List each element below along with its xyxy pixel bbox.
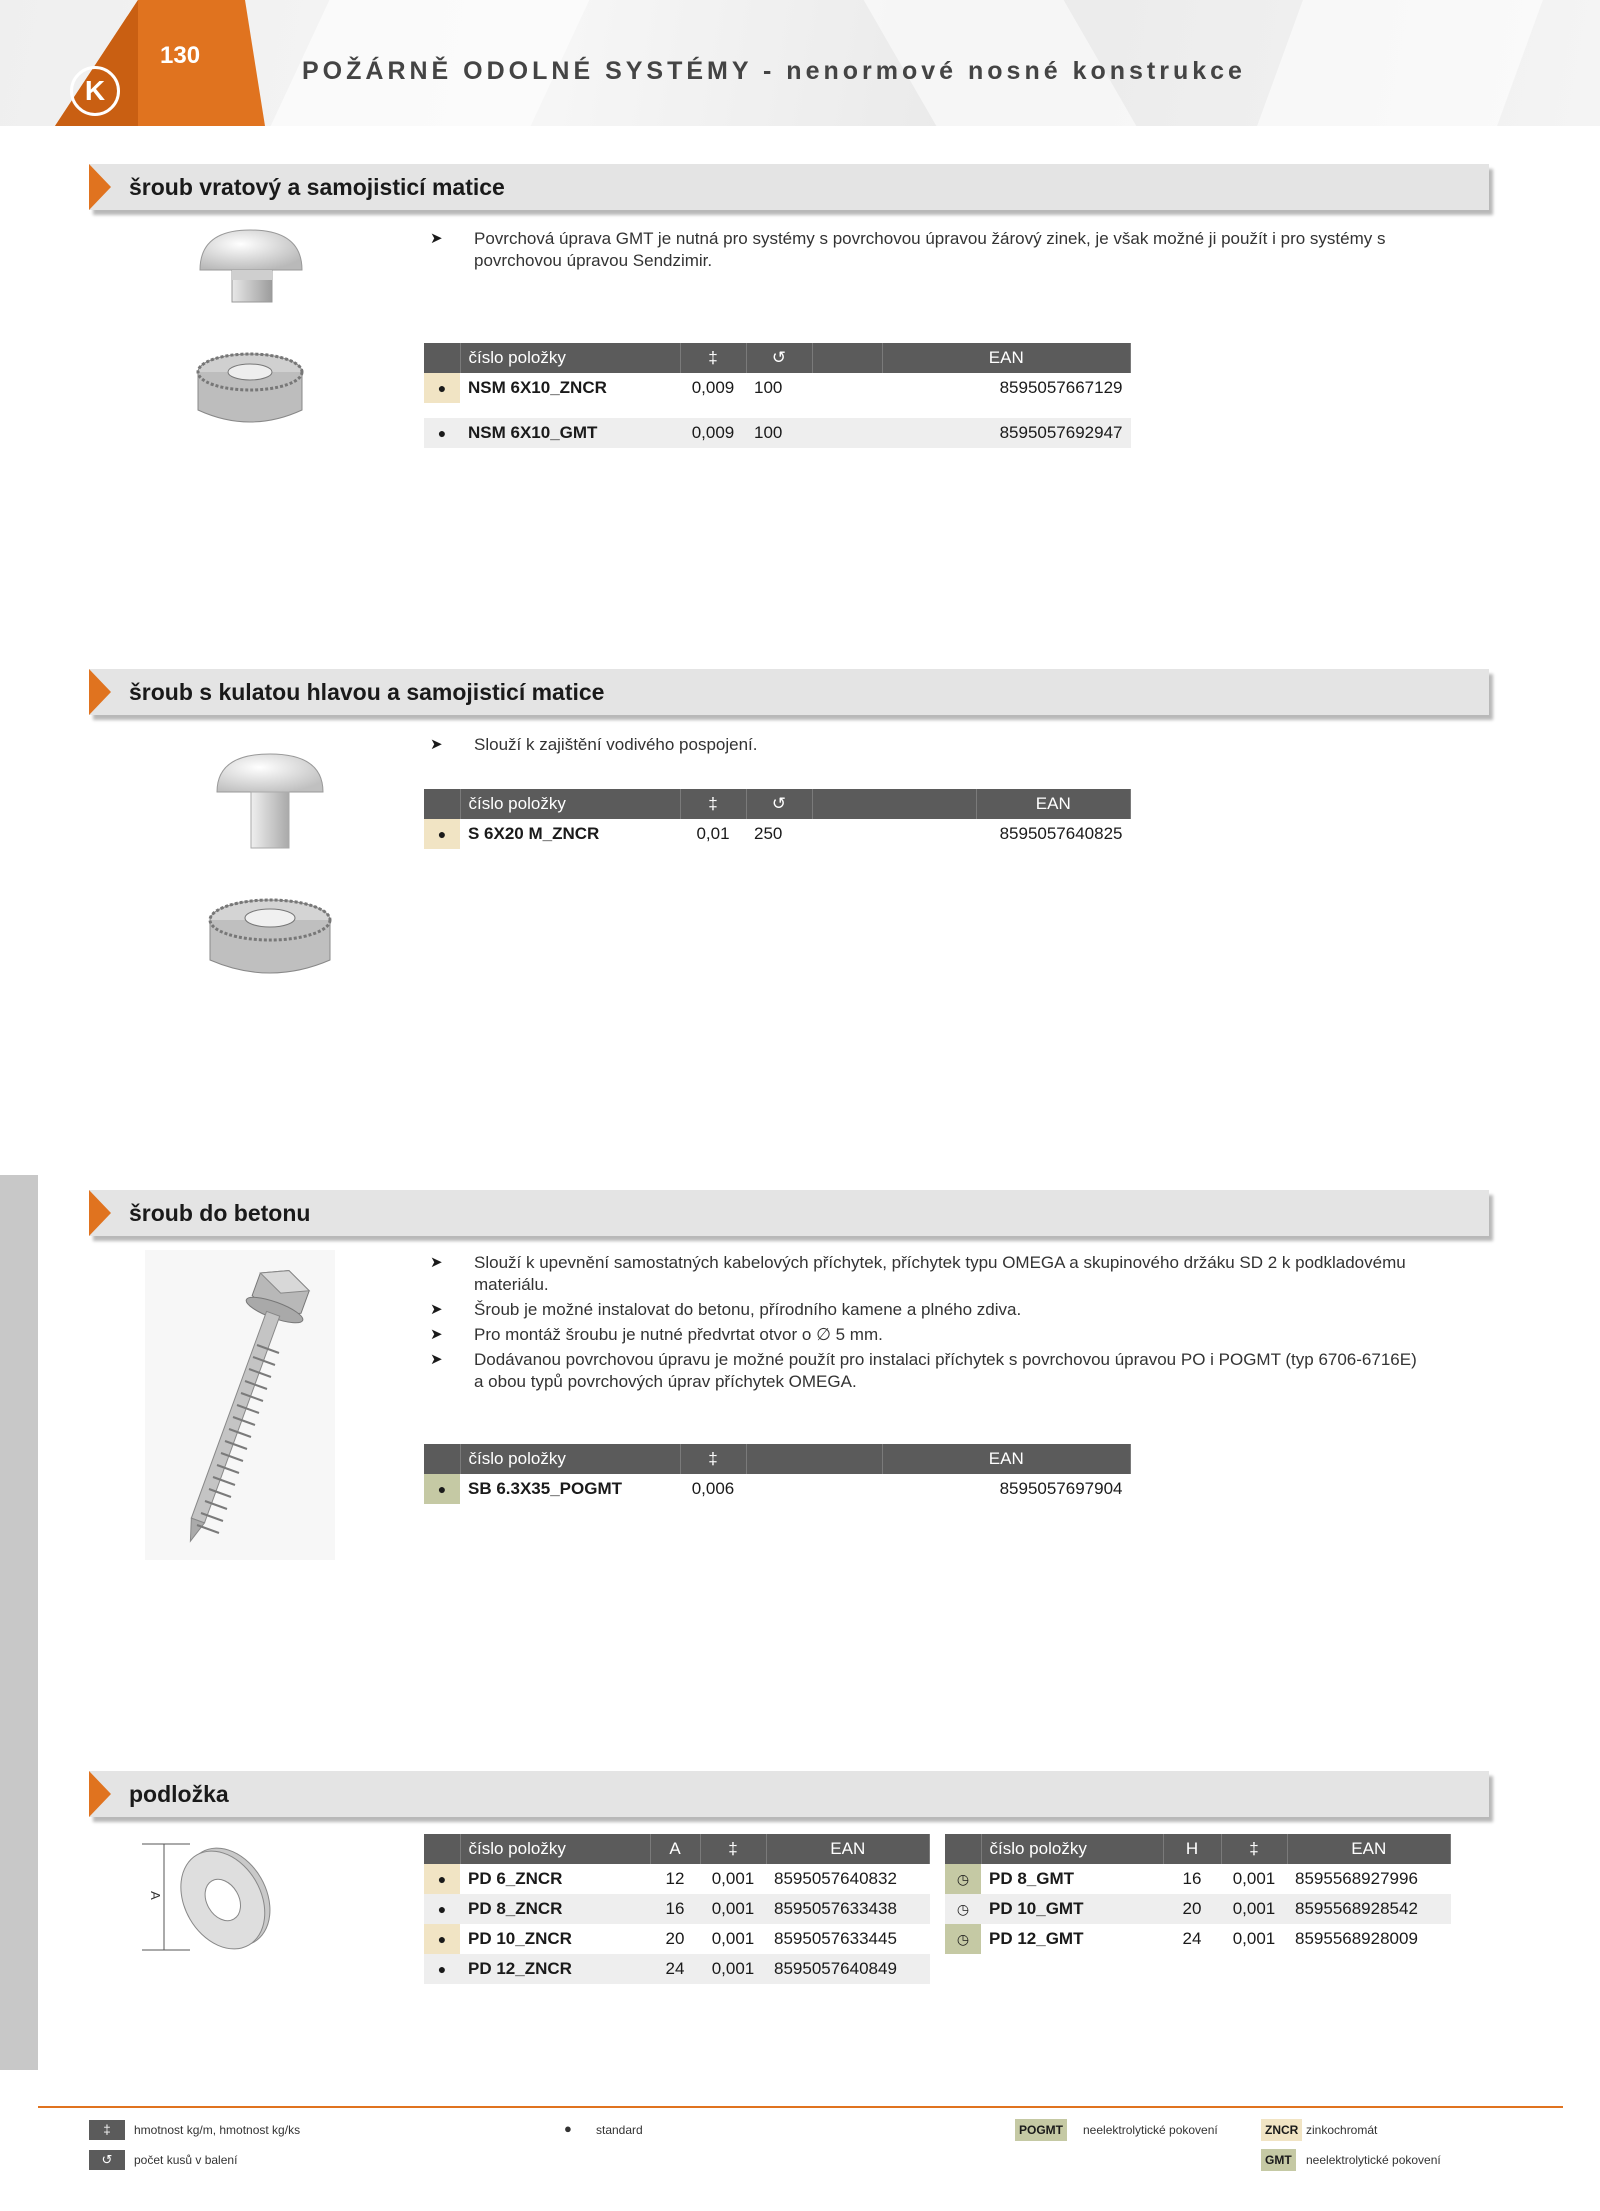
column-header: EAN xyxy=(882,343,1131,373)
table-row xyxy=(424,1864,930,1894)
product-code: PD 8_GMT xyxy=(989,1869,1075,1888)
header-facet xyxy=(1257,0,1543,126)
product-code: PD 10_ZNCR xyxy=(468,1929,572,1948)
mark-header xyxy=(424,1444,460,1474)
bullet-arrow-icon: ➤ xyxy=(430,1351,443,1368)
product-table xyxy=(424,789,1131,849)
dimension-cell: 12 xyxy=(665,1869,685,1888)
column-header: číslo položky xyxy=(460,789,680,819)
legend-text: hmotnost kg/m, hmotnost kg/ks xyxy=(134,2123,301,2137)
weight-cell: 0,009 xyxy=(691,378,735,397)
table-header-row xyxy=(424,343,1131,373)
section-header xyxy=(89,164,1489,210)
empty-header xyxy=(812,789,976,819)
dimension-cell: 20 xyxy=(1163,1894,1221,1924)
pack-header-icon: ↺ xyxy=(746,789,812,819)
table-row xyxy=(424,1894,930,1924)
bullet-list xyxy=(430,734,1430,759)
bullet-item xyxy=(430,1299,1430,1321)
table-header-row xyxy=(424,1444,1131,1474)
product-code: PD 6_ZNCR xyxy=(468,1869,563,1888)
dimension-cell: 16 xyxy=(1182,1869,1202,1888)
column-header: A xyxy=(650,1834,700,1864)
weight-cell: 0,001 xyxy=(1232,1929,1276,1948)
weight-cell: 0,001 xyxy=(700,1954,766,1984)
product-code: NSM 6X10_GMT xyxy=(460,418,680,448)
section-header xyxy=(89,1771,1489,1817)
product-code: PD 8_ZNCR xyxy=(460,1894,650,1924)
page-header xyxy=(0,0,1600,126)
standard-mark-icon: ● xyxy=(424,1954,460,1984)
product-code: S 6X20 M_ZNCR xyxy=(468,824,600,843)
dimension-cell: 24 xyxy=(1182,1929,1202,1948)
column-header: číslo položky xyxy=(460,1834,650,1864)
section-arrow-icon xyxy=(89,164,111,210)
table-row xyxy=(424,1924,930,1954)
pack-cell: 250 xyxy=(754,824,783,843)
legend-text: neelektrolytické pokovení xyxy=(1306,2153,1441,2167)
table-row xyxy=(424,1954,930,1984)
empty-cell xyxy=(812,418,882,448)
ean-cell: 8595057633438 xyxy=(766,1894,930,1924)
section-title: šroub s kulatou hlavou a samojisticí matice xyxy=(129,679,605,705)
legend-text: zinkochromát xyxy=(1306,2123,1378,2137)
column-header: H xyxy=(1163,1834,1221,1864)
bullet-list xyxy=(430,228,1430,275)
clock-mark-icon: ◷ xyxy=(945,1864,981,1894)
empty-header xyxy=(746,1444,882,1474)
table-row xyxy=(424,1474,1131,1504)
mark-header xyxy=(424,789,460,819)
bullet-text: Pro montáž šroubu je nutné předvrtat otvor o ∅ 5 mm. xyxy=(474,1325,883,1344)
column-header: číslo položky xyxy=(460,343,680,373)
bullet-item xyxy=(430,734,1430,756)
weight-cell: 0,009 xyxy=(680,418,746,448)
washer-table-zncr xyxy=(424,1834,930,1984)
empty-header xyxy=(812,343,882,373)
table-header-row xyxy=(424,789,1131,819)
logo xyxy=(70,66,120,116)
ean-cell: 8595057640825 xyxy=(999,824,1123,843)
bullet-item xyxy=(430,1324,1430,1346)
section-title: podložka xyxy=(129,1781,229,1807)
page-number: 130 xyxy=(160,42,201,69)
ean-cell: 8595057667129 xyxy=(999,378,1123,397)
standard-legend-icon: ● xyxy=(564,2121,572,2136)
legend-text: neelektrolytické pokovení xyxy=(1083,2123,1218,2137)
bullet-item xyxy=(430,228,1430,272)
side-strip xyxy=(0,1175,38,2070)
ean-cell: 8595568927996 xyxy=(1295,1869,1418,1888)
gmt-legend-tag: GMT xyxy=(1261,2149,1296,2171)
document-title: POŽÁRNĚ ODOLNÉ SYSTÉMY - nenormové nosné konstrukce xyxy=(302,57,1246,85)
table-row xyxy=(945,1894,1451,1924)
weight-cell: 0,006 xyxy=(691,1479,735,1498)
bullet-text: Slouží k zajištění vodivého pospojení. xyxy=(474,735,758,754)
table-row xyxy=(424,373,1131,403)
pack-legend-icon: ↺ xyxy=(89,2150,125,2170)
pack-cell: 100 xyxy=(754,378,783,397)
ean-cell: 8595057640849 xyxy=(766,1954,930,1984)
column-header: EAN xyxy=(882,1444,1131,1474)
bullet-item xyxy=(430,1349,1430,1393)
footer-divider xyxy=(38,2106,1563,2108)
mark-header xyxy=(424,343,460,373)
section-header xyxy=(89,669,1489,715)
page-number-tab xyxy=(0,0,265,126)
standard-mark-icon: ● xyxy=(424,373,460,403)
standard-mark-icon: ● xyxy=(424,1474,460,1504)
weight-header-icon: ‡ xyxy=(1221,1834,1287,1864)
logo-letter: K xyxy=(84,75,106,106)
empty-cell xyxy=(812,373,882,403)
bullet-text: Povrchová úprava GMT je nutná pro systémy s povrchovou úpravou žárový zinek, je však možné ji použít i pro systémy s povrchovou úpravou Sendzimir. xyxy=(474,229,1386,270)
bullet-text: Slouží k upevnění samostatných kabelových příchytek, příchytek typu OMEGA a skupinového držáku SD 2 k podkladovému materiálu. xyxy=(474,1253,1406,1294)
product-table xyxy=(424,343,1131,448)
table-row xyxy=(945,1924,1451,1954)
ean-cell: 8595057697904 xyxy=(999,1479,1123,1498)
empty-cell xyxy=(746,1474,882,1504)
bullet-list xyxy=(430,1252,1430,1396)
pack-header-icon: ↺ xyxy=(746,343,812,373)
standard-mark-icon: ● xyxy=(424,418,460,448)
table-spacer xyxy=(424,403,1131,418)
weight-legend-icon: ‡ xyxy=(89,2120,125,2140)
section-arrow-icon xyxy=(89,1771,111,1817)
standard-mark-icon: ● xyxy=(424,1894,460,1924)
empty-cell xyxy=(812,819,976,849)
column-header: číslo položky xyxy=(460,1444,680,1474)
dimension-cell: 16 xyxy=(650,1894,700,1924)
table-header-row xyxy=(945,1834,1451,1864)
legend-text: počet kusů v balení xyxy=(134,2153,238,2167)
weight-header-icon: ‡ xyxy=(680,1444,746,1474)
bullet-text: Dodávanou povrchovou úpravu je možné použít pro instalaci příchytek s povrchovou úpravou PO i POGMT (typ 6706-6716E) a obou typů povrchových úprav příchytek OMEGA. xyxy=(474,1350,1417,1391)
weight-cell: 0,001 xyxy=(1232,1869,1276,1888)
bullet-arrow-icon: ➤ xyxy=(430,230,443,247)
table-row xyxy=(424,819,1131,849)
table-row xyxy=(424,418,1131,448)
clock-mark-icon: ◷ xyxy=(945,1894,981,1924)
weight-header-icon: ‡ xyxy=(700,1834,766,1864)
column-header: EAN xyxy=(1287,1834,1451,1864)
product-code: PD 12_GMT xyxy=(989,1929,1084,1948)
column-header: EAN xyxy=(976,789,1131,819)
product-code: PD 12_ZNCR xyxy=(460,1954,650,1984)
weight-cell: 0,01 xyxy=(696,824,730,843)
dimension-label: A xyxy=(147,1891,163,1900)
ean-cell: 8595057692947 xyxy=(882,418,1131,448)
weight-cell: 0,001 xyxy=(711,1869,755,1888)
table-row xyxy=(945,1864,1451,1894)
ean-cell: 8595568928009 xyxy=(1295,1929,1418,1948)
section-header xyxy=(89,1190,1489,1236)
section-title: šroub do betonu xyxy=(129,1200,311,1226)
weight-header-icon: ‡ xyxy=(680,343,746,373)
concrete-screw-image xyxy=(145,1250,335,1560)
column-header: číslo položky xyxy=(981,1834,1163,1864)
product-code: PD 10_GMT xyxy=(981,1894,1163,1924)
washer-table-gmt xyxy=(945,1834,1451,1954)
bullet-text: Šroub je možné instalovat do betonu, přírodního kamene a plného zdiva. xyxy=(474,1300,1022,1319)
section-arrow-icon xyxy=(89,1190,111,1236)
legend-text: standard xyxy=(596,2123,643,2137)
bullet-arrow-icon: ➤ xyxy=(430,1254,443,1271)
pogmt-legend-tag: POGMT xyxy=(1015,2119,1067,2141)
zncr-legend-tag: ZNCR xyxy=(1261,2119,1302,2141)
mark-header xyxy=(945,1834,981,1864)
standard-mark-icon: ● xyxy=(424,819,460,849)
round-head-bolt-image xyxy=(205,750,335,1000)
standard-mark-icon: ● xyxy=(424,1924,460,1954)
weight-cell: 0,001 xyxy=(711,1929,755,1948)
bullet-arrow-icon: ➤ xyxy=(430,1326,443,1343)
weight-header-icon: ‡ xyxy=(680,789,746,819)
ean-cell: 8595057640832 xyxy=(774,1869,897,1888)
weight-cell: 0,001 xyxy=(700,1894,766,1924)
weight-cell: 0,001 xyxy=(1221,1894,1287,1924)
bullet-arrow-icon: ➤ xyxy=(430,1301,443,1318)
dimension-cell: 24 xyxy=(650,1954,700,1984)
clock-mark-icon: ◷ xyxy=(945,1924,981,1954)
mark-header xyxy=(424,1834,460,1864)
pack-cell: 100 xyxy=(746,418,812,448)
bullet-item xyxy=(430,1252,1430,1296)
section-title: šroub vratový a samojisticí matice xyxy=(129,174,505,200)
ean-cell: 8595568928542 xyxy=(1287,1894,1451,1924)
section-arrow-icon xyxy=(89,669,111,715)
product-code: NSM 6X10_ZNCR xyxy=(468,378,607,397)
standard-mark-icon: ● xyxy=(424,1864,460,1894)
product-code: SB 6.3X35_POGMT xyxy=(468,1479,623,1498)
column-header: EAN xyxy=(766,1834,930,1864)
dimension-cell: 20 xyxy=(665,1929,685,1948)
product-table xyxy=(424,1444,1131,1504)
bullet-arrow-icon: ➤ xyxy=(430,736,443,753)
carriage-bolt-image xyxy=(190,222,320,462)
table-header-row xyxy=(424,1834,930,1864)
ean-cell: 8595057633445 xyxy=(774,1929,897,1948)
